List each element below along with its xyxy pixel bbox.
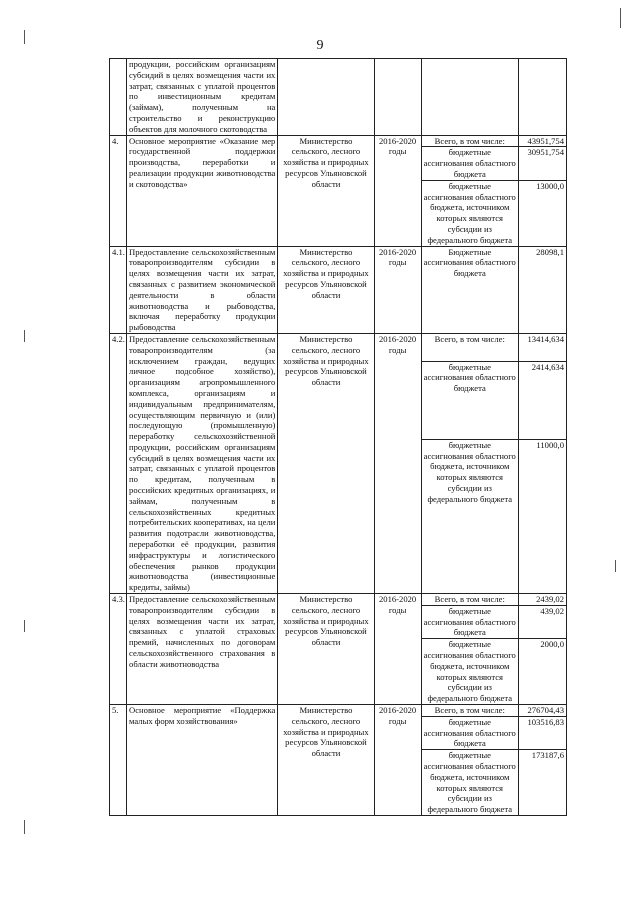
row-description: Предоставление сельскохозяйственным товаропроизводителям субсидии в целях возмещения части их затрат, связанных с развитием экономической деятельности в области животноводства и рыбоводства, включая переработку продукции рыбоводства bbox=[127, 246, 278, 333]
scan-mark bbox=[24, 620, 25, 632]
row-years: 2016-2020 годы bbox=[374, 333, 421, 593]
scan-mark bbox=[24, 820, 25, 834]
funding-source: Бюджетные ассигнования областного бюджета bbox=[421, 246, 518, 333]
table-row bbox=[110, 59, 567, 136]
funding-amount bbox=[518, 59, 566, 136]
row-years: 2016-2020 годы bbox=[374, 594, 421, 705]
row-description: Предоставление сельскохозяйственным товаропроизводителям (за исключением граждан, ведущих личное подсобное хозяйство), организациям агропромышленного комплекса, организациям и индивидуальным предпринимателям, осуществляющим первичную и (или) последующую (промышленную) переработку сельскохозяйственной продукции, российским организациям субсидий в целях возмещения части их затрат, связанных с уплатой процентов по кредитам, полученным в российских кредитных организациях, и займам, полученным в сельскохозяйственных кредитных потребительских кооперативах, на цели развития подотрасли животноводства, переработки её продукции, развития инфраструктуры и логистического обеспечения рынков продукции животноводства (инвестиционные кредиты, займы) bbox=[127, 333, 278, 593]
table-row bbox=[110, 594, 567, 606]
table-row bbox=[110, 246, 567, 333]
funding-source: бюджетные ассигнования областного бюджета, источником которых являются субсидии из федерального бюджета bbox=[421, 180, 518, 246]
scan-mark bbox=[620, 8, 621, 28]
table-row bbox=[110, 333, 567, 361]
funding-amount: 173187,6 bbox=[518, 750, 566, 816]
funding-source: бюджетные ассигнования областного бюджета, источником которых являются субсидии из федерального бюджета bbox=[421, 439, 518, 593]
funding-amount: 439,02 bbox=[518, 605, 566, 638]
row-number: 4.1. bbox=[110, 246, 127, 333]
row-years: 2016-2020 годы bbox=[374, 705, 421, 816]
page-number: 9 bbox=[316, 38, 324, 53]
funding-source: Всего, в том числе: bbox=[421, 594, 518, 606]
funding-source: Всего, в том числе: bbox=[421, 135, 518, 147]
funding-amount: 276704,43 bbox=[518, 705, 566, 717]
row-years: 2016-2020 годы bbox=[374, 135, 421, 246]
row-executor: Министерство сельского, лесного хозяйства и природных ресурсов Ульяновской области bbox=[278, 333, 374, 593]
row-number bbox=[110, 59, 127, 136]
row-number: 4.3. bbox=[110, 594, 127, 705]
row-number: 4.2. bbox=[110, 333, 127, 593]
funding-amount: 2414,634 bbox=[518, 361, 566, 439]
row-description: Основное мероприятие «Поддержка малых форм хозяйствования» bbox=[127, 705, 278, 816]
funding-amount: 2000,0 bbox=[518, 639, 566, 705]
row-description: Основное мероприятие «Оказание мер государственной поддержки производства, переработки и реализации продукции животноводства и скотоводства» bbox=[127, 135, 278, 246]
funding-amount: 28098,1 bbox=[518, 246, 566, 333]
funding-source: бюджетные ассигнования областного бюджета bbox=[421, 605, 518, 638]
program-table-body bbox=[110, 59, 567, 816]
scan-mark bbox=[24, 330, 25, 342]
funding-amount: 103516,83 bbox=[518, 716, 566, 749]
table-row bbox=[110, 705, 567, 717]
scan-mark bbox=[24, 30, 25, 44]
row-number: 4. bbox=[110, 135, 127, 246]
funding-amount: 43951,754 bbox=[518, 135, 566, 147]
row-description: продукции, российским организациям субсидий в целях возмещения части их затрат, связанных с уплатой процентов по инвестиционным кредитам (займам), полученным на строительство и реконструкцию объектов для молочного скотоводства bbox=[127, 59, 278, 136]
funding-source: Всего, в том числе: bbox=[421, 333, 518, 361]
table-row bbox=[110, 135, 567, 147]
funding-amount: 2439,02 bbox=[518, 594, 566, 606]
row-executor: Министерство сельского, лесного хозяйства и природных ресурсов Ульяновской области bbox=[278, 705, 374, 816]
row-executor: Министерство сельского, лесного хозяйства и природных ресурсов Ульяновской области bbox=[278, 135, 374, 246]
funding-source: бюджетные ассигнования областного бюджета bbox=[421, 147, 518, 180]
row-years bbox=[374, 59, 421, 136]
row-number: 5. bbox=[110, 705, 127, 816]
funding-source: бюджетные ассигнования областного бюджета, источником которых являются субсидии из федерального бюджета bbox=[421, 639, 518, 705]
funding-source: бюджетные ассигнования областного бюджета bbox=[421, 361, 518, 439]
row-description: Предоставление сельскохозяйственным товаропроизводителям субсидии в целях возмещения части их затрат, связанных с уплатой страховых премий, начисленных по договорам сельскохозяйственного страхования в области животноводства bbox=[127, 594, 278, 705]
funding-source: бюджетные ассигнования областного бюджета, источником которых являются субсидии из федерального бюджета bbox=[421, 750, 518, 816]
row-executor bbox=[278, 59, 374, 136]
funding-amount: 11000,0 bbox=[518, 439, 566, 593]
funding-amount: 13000,0 bbox=[518, 180, 566, 246]
row-years: 2016-2020 годы bbox=[374, 246, 421, 333]
funding-source: бюджетные ассигнования областного бюджета bbox=[421, 716, 518, 749]
program-table bbox=[109, 58, 567, 816]
funding-source: Всего, в том числе: bbox=[421, 705, 518, 717]
scan-mark bbox=[615, 560, 616, 572]
row-executor: Министерство сельского, лесного хозяйства и природных ресурсов Ульяновской области bbox=[278, 246, 374, 333]
funding-amount: 13414,634 bbox=[518, 333, 566, 361]
row-executor: Министерство сельского, лесного хозяйства и природных ресурсов Ульяновской области bbox=[278, 594, 374, 705]
funding-source bbox=[421, 59, 518, 136]
funding-amount: 30951,754 bbox=[518, 147, 566, 180]
